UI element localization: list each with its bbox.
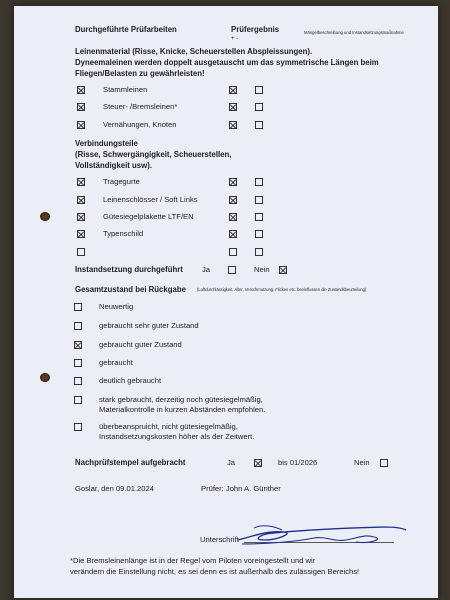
section-connectors-title-1: Verbindungsteile: [75, 139, 138, 148]
section-connectors-title-2: (Risse, Schwergängigkeit, Scheuerstellen,: [75, 150, 232, 159]
stamp-ja-checkbox[interactable]: [254, 459, 262, 467]
condition-label-gut: gebraucht guter Zustand: [99, 340, 182, 349]
condition-label-ueberbeansprucht-1: überbeanspruicht, nicht gütesiegelmäßig,: [99, 422, 238, 431]
item-label-guetesiegel: Gütesiegelplakette LTF/EN: [103, 212, 194, 221]
checkbox-steuerleinen[interactable]: [77, 103, 85, 111]
condition-checkbox-sehr-gut[interactable]: [74, 322, 82, 330]
checkbox-typenschild-minus[interactable]: [255, 230, 263, 238]
condition-label-sehr-gut: gebraucht sehr guter Zustand: [99, 321, 199, 330]
checkbox-stammleinen-minus[interactable]: [255, 86, 263, 94]
condition-label-stark-2: Materialkontrolle in kurzen Abständen empfohlen.: [99, 405, 266, 414]
condition-checkbox-neuwertig[interactable]: [74, 303, 82, 311]
stamp-nein-label: Nein: [354, 458, 370, 467]
item-label-leinenschloesser: Leinenschlösser / Soft Links: [103, 195, 198, 204]
repair-nein-checkbox[interactable]: [279, 266, 287, 274]
checkbox-empty-item-minus[interactable]: [255, 248, 263, 256]
checkbox-steuerleinen-plus[interactable]: [229, 103, 237, 111]
checkbox-empty-item-plus[interactable]: [229, 248, 237, 256]
punch-hole-top: [40, 212, 50, 221]
stamp-until: bis 01/2026: [278, 458, 318, 467]
condition-label-ueberbeansprucht-2: Instandsetzungskosten höher als der Zeitwert.: [99, 432, 255, 441]
section-line-material-subtitle-1: Dyneemaleinen werden doppelt ausgetauscht um das symmetrische Längen beim: [75, 58, 379, 67]
condition-title: Gesamtzustand bei Rückgabe: [75, 285, 186, 294]
condition-label-gebraucht: gebraucht: [99, 358, 133, 367]
condition-note: (Luftdurchlässigkeit, Alter, Verschmutzung, Flicken etc. beeinflussen die Zustandsbeurteilung): [197, 287, 367, 292]
condition-label-stark-1: stark gebraucht, derzeitig noch gütesiegelmäßig,: [99, 395, 263, 404]
header-result-plus-minus: + -: [231, 36, 239, 42]
checkbox-empty-item[interactable]: [77, 248, 85, 256]
checkbox-typenschild-plus[interactable]: [229, 230, 237, 238]
checkbox-tragegurte[interactable]: [77, 178, 85, 186]
checkbox-leinenschloesser-minus[interactable]: [255, 196, 263, 204]
checkbox-leinenschloesser-plus[interactable]: [229, 196, 237, 204]
checkbox-vernaehungen-minus[interactable]: [255, 121, 263, 129]
inspector-name: Prüfer: John A. Günther: [201, 484, 281, 493]
checkbox-tragegurte-minus[interactable]: [255, 178, 263, 186]
section-line-material-title: Leinenmaterial (Risse, Knicke, Scheuerstellen Abspleissungen).: [75, 47, 313, 56]
condition-label-deutlich: deutlich gebraucht: [99, 376, 162, 385]
punch-hole-bottom: [40, 373, 50, 382]
signature-label: Unterschrift: [200, 535, 239, 544]
section-line-material-subtitle-2: Fliegen/Belasten zu gewährleisten!: [75, 69, 205, 78]
checkbox-stammleinen-plus[interactable]: [229, 86, 237, 94]
checkbox-leinenschloesser[interactable]: [77, 196, 85, 204]
checkbox-typenschild[interactable]: [77, 230, 85, 238]
inspection-form-sheet: [14, 6, 438, 598]
header-result: Prüfergebnis: [231, 25, 280, 34]
stamp-nein-checkbox[interactable]: [380, 459, 388, 467]
condition-checkbox-ueberbeansprucht[interactable]: [74, 423, 82, 431]
condition-checkbox-gut[interactable]: [74, 341, 82, 349]
condition-label-neuwertig: Neuwertig: [99, 302, 134, 311]
header-defect-description: Mängelbeschreibung und Instandsetzungsmaßnahme: [304, 30, 404, 35]
checkbox-guetesiegel-minus[interactable]: [255, 213, 263, 221]
checkbox-tragegurte-plus[interactable]: [229, 178, 237, 186]
repair-ja-checkbox[interactable]: [228, 266, 236, 274]
footnote-line-2: verändern die Einstellung nicht, es sei denn es ist außerhalb des zulässigen Bereichs!: [70, 567, 360, 576]
item-label-tragegurte: Tragegurte: [103, 177, 140, 186]
condition-checkbox-stark[interactable]: [74, 396, 82, 404]
stamp-label: Nachprüfstempel aufgebracht: [75, 458, 186, 467]
checkbox-vernaehungen-plus[interactable]: [229, 121, 237, 129]
checkbox-steuerleinen-minus[interactable]: [255, 103, 263, 111]
item-label-stammleinen: Stammleinen: [103, 85, 148, 94]
checkbox-vernaehungen[interactable]: [77, 121, 85, 129]
item-label-vernaehungen: Vernähungen, Knoten: [103, 120, 177, 129]
item-label-typenschild: Typenschild: [103, 229, 144, 238]
checkbox-stammleinen[interactable]: [77, 86, 85, 94]
repair-ja-label: Ja: [202, 265, 211, 274]
header-work-performed: Durchgeführte Prüfarbeiten: [75, 25, 177, 34]
stamp-ja-label: Ja: [227, 458, 236, 467]
footnote-line-1: *Die Bremsleinenlänge ist in der Regel vom Piloten voreingestellt und wir: [70, 556, 316, 565]
repair-label: Instandsetzung durchgeführt: [75, 265, 183, 274]
section-connectors-title-3: Vollständigkeit usw).: [75, 161, 152, 170]
place-date: Goslar, den 09.01.2024: [75, 484, 154, 493]
condition-checkbox-deutlich[interactable]: [74, 377, 82, 385]
repair-nein-label: Nein: [254, 265, 270, 274]
checkbox-guetesiegel[interactable]: [77, 213, 85, 221]
signature-image: [234, 518, 409, 552]
checkbox-guetesiegel-plus[interactable]: [229, 213, 237, 221]
item-label-steuerleinen: Steuer- /Bremsleinen*: [103, 102, 178, 111]
condition-checkbox-gebraucht[interactable]: [74, 359, 82, 367]
